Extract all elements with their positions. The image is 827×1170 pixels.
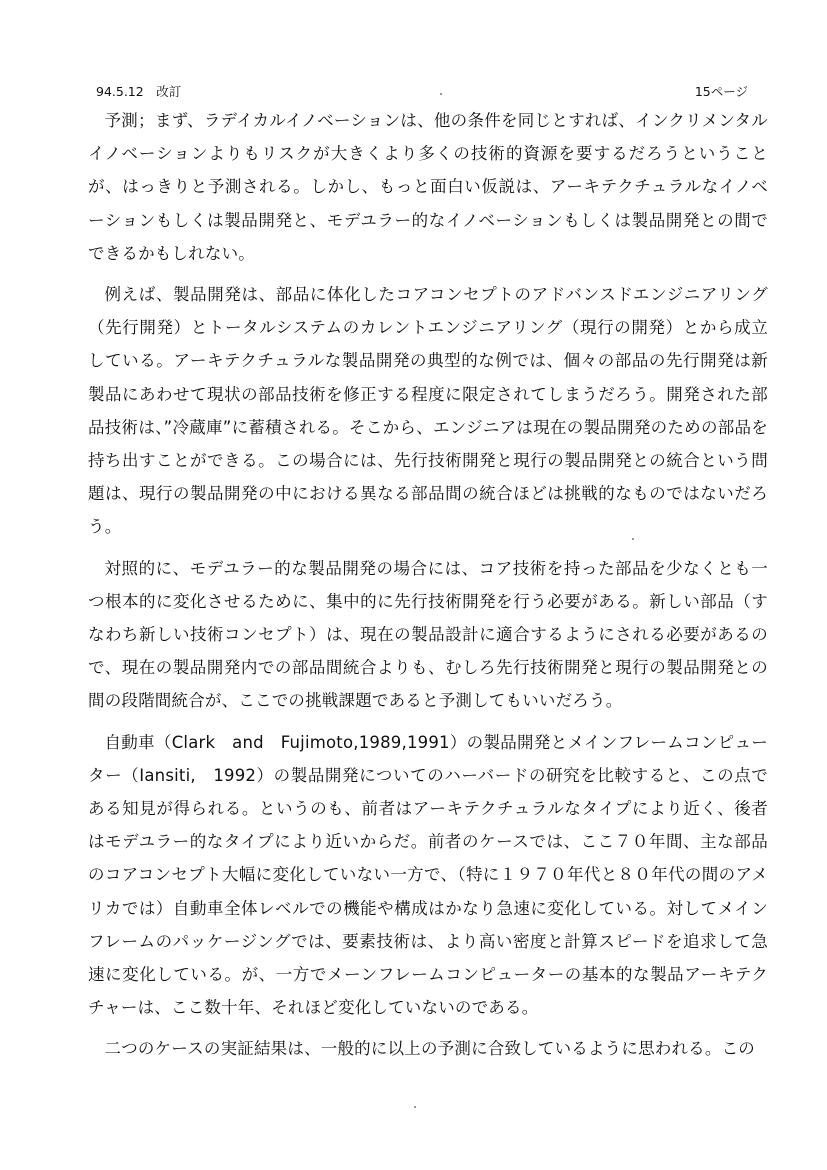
- paragraph-prediction: 予測；まず、ラデイカルイノベーションは、他の条件を同じとすれば、インクリメンタルイノベーションよりもリスクが大きくより多くの技術的資源を要するだろうということが、はっきりと予測される。しかし、もっと面白い仮説は、アーキテクチュラルなイノベーションもしくは製品開発と、モデユラー的なイノベーションもしくは製品開発との間でできるかもしれない。: [88, 111, 768, 263]
- scan-speck: [632, 538, 634, 540]
- scan-speck: [440, 93, 442, 95]
- revision-date: 94.5.12 改訂: [96, 84, 182, 99]
- page-header: [96, 82, 756, 104]
- page-number: 15ページ: [694, 84, 748, 99]
- body-text: [88, 104, 768, 1074]
- scan-speck: [414, 1106, 416, 1108]
- paragraph-example: 例えば、製品開発は、部品に体化したコアコンセプトのアドバンスドエンジニアリング（先行開発）とトータルシステムのカレントエンジニアリング（現行の開発）とから成立している。アーキテクチュラルな製品開発の典型的な例では、個々の部品の先行開発は新製品にあわせて現状の部品技術を修正する程度に限定されてしまうだろう。開発された部品技術は、”冷蔵庫”に蓄積される。そこから、エンジニアは現在の製品開発のための部品を持ち出すことができる。この場合には、先行技術開発と現行の製品開発との統合という問題は、現行の製品開発の中における異なる部品間の統合ほどは挑戦的なものではないだろう。: [88, 285, 768, 537]
- paragraph-automobile: 自動車（Clark and Fujimoto,1989,1991）の製品開発とメインフレームコンピューター（Iansiti, 1992）の製品開発についてのハーバードの研究を比較すると、この点である知見が得られる。というのも、前者はアーキテクチュラルなタイプにより近く、後者はモデユラー的なタイプにより近いからだ。前者のケースでは、ここ７０年間、主な部品のコアコンセプト大幅に変化していない一方で、（特に１９７０年代と８０年代の間のアメリカでは）自動車全体レベルでの機能や構成はかなり急速に変化している。対してメインフレームのパッケージングでは、要素技術は、より高い密度と計算スピードを追求して急速に変化している。が、一方でメーンフレームコンピューターの基本的な製品アーキテクチャーは、ここ数十年、それほど変化していないのである。: [88, 732, 768, 1018]
- paragraph-contrast: 対照的に、モデユラー的な製品開発の場合には、コア技術を持った部品を少なくとも一つ根本的に変化させるために、集中的に先行技術開発を行う必要がある。新しい部品（すなわち新しい技術コンセプト）は、現在の製品設計に適合するようにされる必要があるので、現在の製品開発内での部品間統合よりも、むしろ先行技術開発と現行の製品開発との間の段階間統合が、ここでの挑戦課題であると予測してもいいだろう。: [88, 558, 768, 711]
- paragraph-evidence: 二つのケースの実証結果は、一般的に以上の予測に合致しているように思われる。この: [104, 1039, 755, 1059]
